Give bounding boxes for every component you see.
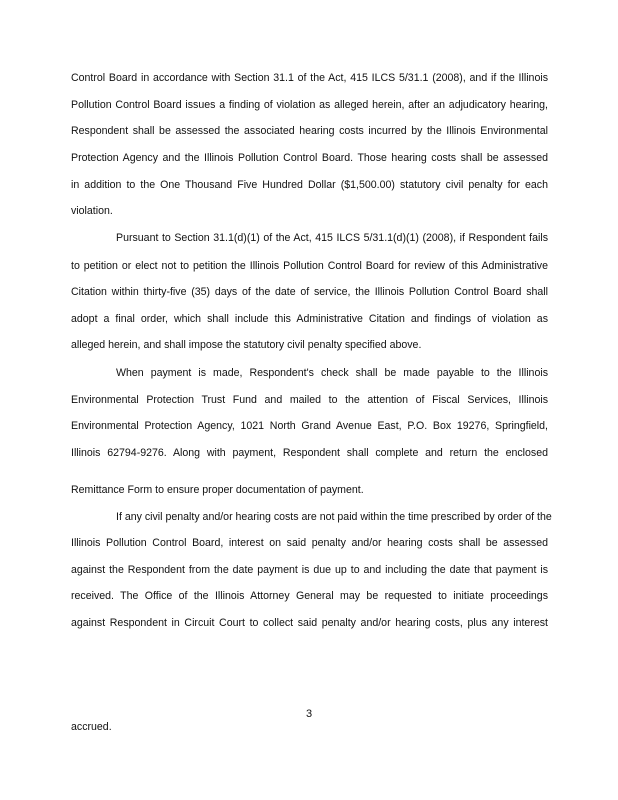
text-line: Pollution Control Board issues a finding of violation as alleged herein, after an adjudicatory hearing, (71, 99, 548, 111)
text-line: Illinois 62794-9276. Along with payment, Respondent shall complete and return the enclosed (71, 447, 548, 459)
text-line: adopt a final order, which shall include this Administrative Citation and findings of violation as (71, 313, 548, 325)
text-line: Environmental Protection Trust Fund and mailed to the attention of Fiscal Services, Illinois (71, 394, 548, 406)
text-line: Protection Agency and the Illinois Pollution Control Board. Those hearing costs shall be assessed (71, 152, 548, 164)
text-line: Citation within thirty-five (35) days of the date of service, the Illinois Pollution Control Board shall (71, 286, 548, 298)
text-line: Respondent shall be assessed the associated hearing costs incurred by the Illinois Environmental (71, 125, 548, 137)
text-line: Pursuant to Section 31.1(d)(1) of the Act, 415 ILCS 5/31.1(d)(1) (2008), if Respondent fails (116, 232, 548, 244)
text-line: When payment is made, Respondent's check shall be made payable to the Illinois (116, 367, 548, 379)
text-line: Control Board in accordance with Section 31.1 of the Act, 415 ILCS 5/31.1 (2008), and if the Illinois (71, 72, 548, 84)
text-line: Illinois Pollution Control Board, interest on said penalty and/or hearing costs shall be assessed (71, 537, 548, 549)
page-number: 3 (305, 708, 313, 720)
text-line: against the Respondent from the date payment is due up to and including the date that payment is (71, 564, 548, 576)
text-line: Environmental Protection Agency, 1021 North Grand Avenue East, P.O. Box 19276, Springfield, (71, 420, 548, 432)
text-line: against Respondent in Circuit Court to collect said penalty and/or hearing costs, plus any interest (71, 617, 548, 629)
text-line: in addition to the One Thousand Five Hundred Dollar ($1,500.00) statutory civil penalty for each (71, 179, 548, 191)
text-line: received. The Office of the Illinois Attorney General may be requested to initiate proceedings (71, 590, 548, 602)
text-line: to petition or elect not to petition the Illinois Pollution Control Board for review of this Administrative (71, 260, 548, 272)
text-line: If any civil penalty and/or hearing costs are not paid within the time prescribed by order of the (116, 511, 552, 523)
text-line: Remittance Form to ensure proper documentation of payment. (71, 484, 364, 496)
text-line: accrued. (71, 721, 112, 733)
text-line: alleged herein, and shall impose the statutory civil penalty specified above. (71, 339, 422, 351)
text-line: violation. (71, 205, 113, 217)
